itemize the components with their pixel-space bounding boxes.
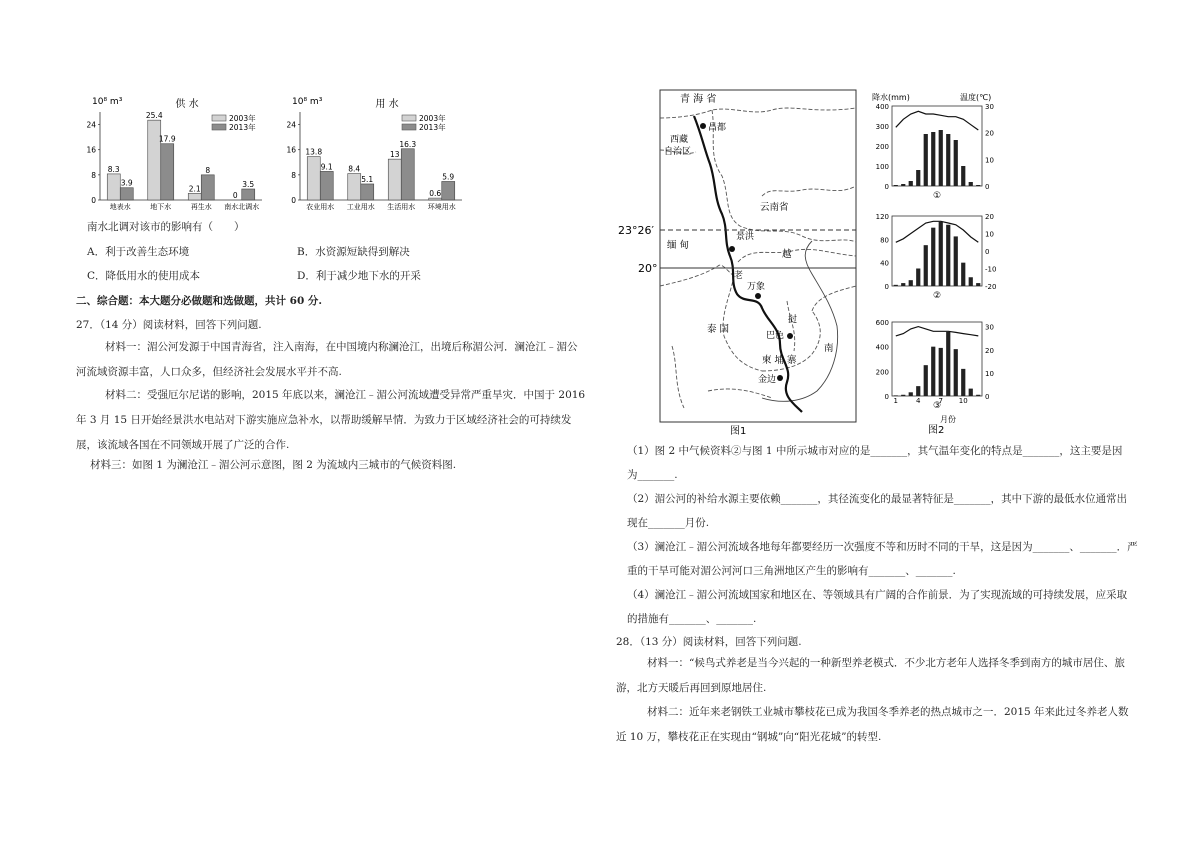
q27-part3-line2: 重的干旱可能对湄公河河口三角洲地区产生的影响有_______、_______. xyxy=(627,565,956,577)
precip-axis-title: 降水(mm) xyxy=(872,93,910,102)
category-label: 再生水 xyxy=(190,203,212,211)
precip-tick-label: 120 xyxy=(875,213,889,221)
precip-bar xyxy=(939,130,943,186)
y-tick-label: 8 xyxy=(291,170,296,180)
q27-part3-line1: （3）澜沧江﹣湄公河流域各地每年都要经历一次强度不等和历时不同的干旱，这是因为_______、_______．严 xyxy=(627,541,1138,553)
precip-bar xyxy=(954,236,958,286)
material-28-2: 材料二：近年来老钢铁工业城市攀枝花已成为我国冬季养老的热点城市之一．2015 年来此过冬养老人数近 10 万，攀枝花正在实现由“钢城”向“阳光花城”的转型. xyxy=(616,706,1129,743)
month-tick-label: 1 xyxy=(893,397,898,405)
bar-2013年 xyxy=(442,181,455,200)
precip-bar xyxy=(946,225,950,286)
q27-part4-line1: （4）澜沧江﹣湄公河流域国家和地区在、等领域具有广阔的合作前景．为了实现流域的可持续发展，应采取 xyxy=(627,589,1128,601)
month-axis-title: 月份 xyxy=(940,415,956,424)
precip-bar xyxy=(969,277,973,286)
bar-value-label: 3.9 xyxy=(120,178,133,188)
precip-bar xyxy=(909,392,913,396)
precip-bar xyxy=(976,185,980,186)
label-yue: 越 xyxy=(782,249,792,260)
precip-bar xyxy=(931,132,935,186)
label-pakse: 巴色 xyxy=(766,331,785,341)
precip-bar xyxy=(961,369,965,396)
label-nan: 南 xyxy=(824,343,834,354)
material-3: 材料三：如图 1 为澜沧江﹣湄公河示意图，图 2 为流域内三城市的气候资料图. xyxy=(90,459,457,471)
y-tick-label: 8 xyxy=(91,170,96,180)
q27-part1-line2: 为_______. xyxy=(627,469,678,481)
temp-tick-label: 20 xyxy=(985,346,994,355)
bar-2013年 xyxy=(242,189,255,200)
bar-value-label: 5.1 xyxy=(361,174,374,184)
climate-number: ③ xyxy=(932,401,942,411)
option-b: B．水资源短缺得到解决 xyxy=(297,246,410,258)
precip-bar xyxy=(939,348,943,396)
temp-tick-label: 20 xyxy=(985,129,994,138)
category-label: 农业用水 xyxy=(306,203,335,211)
use-chart xyxy=(284,92,474,214)
bar-value-label: 8.3 xyxy=(107,164,120,174)
temp-axis-title: 温度(℃) xyxy=(960,93,992,102)
precip-bar xyxy=(894,185,898,186)
bar-2013年 xyxy=(120,188,133,200)
category-label: 工业用水 xyxy=(346,203,375,211)
changdu-dot xyxy=(700,123,706,129)
bar-value-label: 25.4 xyxy=(145,111,163,121)
precip-bar xyxy=(946,134,950,186)
bar-2003年 xyxy=(188,193,201,200)
precip-tick-label: 200 xyxy=(875,368,889,377)
bar-2013年 xyxy=(401,149,414,200)
precip-bar xyxy=(931,228,935,286)
precip-bar xyxy=(924,245,928,286)
precip-tick-label: 600 xyxy=(875,319,889,327)
label-tibet-2: 自治区 xyxy=(664,147,692,157)
precip-bar xyxy=(969,389,973,396)
question-stem: 南水北调对该市的影响有（ ） xyxy=(87,221,245,233)
temp-line xyxy=(896,221,979,242)
temp-tick-label: 0 xyxy=(985,248,990,256)
bar-value-label: 5.9 xyxy=(442,172,455,182)
label-cambodia: 柬 埔 寨 xyxy=(762,355,797,366)
label-yunnan: 云南省 xyxy=(760,202,789,213)
climate-number: ① xyxy=(932,191,942,201)
precip-tick-label: 40 xyxy=(880,259,889,268)
precip-bar xyxy=(894,285,898,286)
precip-bar xyxy=(909,280,913,286)
bar-value-label: 3.5 xyxy=(242,180,255,189)
label-changdu: 昌都 xyxy=(708,123,727,133)
q27-part1-line1: （1）图 2 中气候资料②与图 1 中所示城市对应的是_______，其气温年变化的特点是_______，这主要是因 xyxy=(627,445,1123,457)
mekong-map xyxy=(612,86,872,436)
precip-bar xyxy=(939,222,943,286)
label-qinghai: 青 海 省 xyxy=(680,94,717,105)
phnompenh-dot xyxy=(777,375,783,381)
precip-tick-label: 400 xyxy=(875,343,889,352)
label-myanmar: 缅 甸 xyxy=(667,240,690,251)
precip-tick-label: 400 xyxy=(875,103,889,111)
label-lat-20: 20° xyxy=(638,262,658,275)
q27-part4-line2: 的措施有_______、_______. xyxy=(627,613,757,625)
legend-2013-swatch xyxy=(212,124,226,130)
month-tick-label: 7 xyxy=(938,397,943,405)
bar-2013年 xyxy=(161,144,174,200)
y-tick-label: 24 xyxy=(286,120,296,130)
climate-frame-2 xyxy=(892,216,982,286)
material-28-1: 材料一：“候鸟式养老是当今兴起的一种新型养老模式．不少北方老年人选择冬季到南方的城市居住、旅游，北方天暖后再回到原地居住. xyxy=(616,657,1125,694)
supply-chart xyxy=(84,92,274,214)
bar-2003年 xyxy=(107,174,120,200)
legend-2003-swatch xyxy=(212,115,226,121)
bar-2013年 xyxy=(201,175,214,200)
bar-value-label: 13.8 xyxy=(305,147,323,157)
pakse-dot xyxy=(787,333,793,339)
label-lao: 老 xyxy=(734,271,744,281)
bar-2003年 xyxy=(429,198,442,200)
bar-value-label: 9.1 xyxy=(320,162,333,172)
fig2-label: 图2 xyxy=(928,425,945,436)
climate-number: ② xyxy=(932,291,942,301)
jinghong-dot xyxy=(729,246,735,252)
bar-2003年 xyxy=(388,159,401,200)
precip-bar xyxy=(916,269,920,287)
temp-tick-label: 10 xyxy=(985,230,994,239)
legend-2013-label: 2013年 xyxy=(229,123,256,132)
label-tibet: 西藏 xyxy=(670,135,689,145)
precip-tick-label: 100 xyxy=(875,163,889,171)
precip-bar xyxy=(969,182,973,186)
month-tick-label: 10 xyxy=(958,397,968,405)
option-a: A．利于改善生态环境 xyxy=(87,246,190,258)
supply-unit: 10⁸ m³ xyxy=(92,97,123,107)
precip-tick-label: 200 xyxy=(875,143,889,151)
category-label: 地表水 xyxy=(109,203,131,211)
q27-part2-line2: 现在_______月份. xyxy=(627,517,710,529)
bar-value-label: 16.3 xyxy=(399,139,417,149)
label-zhua: 挝 xyxy=(788,315,798,325)
option-d: D．利于减少地下水的开采 xyxy=(297,270,421,282)
precip-bar xyxy=(916,386,920,396)
section-heading: 二、综合题：本大题分必做题和选做题，共计 60 分. xyxy=(76,295,323,307)
question-27: 27．（14 分）阅读材料，回答下列问题. xyxy=(76,319,262,331)
temp-tick-label: 30 xyxy=(985,103,994,111)
legend-2003-label: 2003年 xyxy=(229,114,256,123)
temp-tick-label: -10 xyxy=(985,265,997,274)
precip-bar xyxy=(901,395,905,396)
precip-bar xyxy=(909,181,913,186)
precip-bar xyxy=(976,395,980,396)
temp-tick-label: 20 xyxy=(985,213,994,221)
temp-line xyxy=(896,111,979,130)
month-tick-label: 4 xyxy=(916,397,921,405)
precip-bar xyxy=(961,166,965,186)
precip-bar xyxy=(954,349,958,396)
y-tick-label: 0 xyxy=(91,196,96,205)
temp-tick-label: 10 xyxy=(985,156,994,165)
precip-tick-label: 0 xyxy=(884,283,889,291)
precip-tick-label: 0 xyxy=(884,393,889,401)
legend-2013-swatch xyxy=(402,124,416,130)
bar-2003年 xyxy=(148,120,161,200)
precip-bar xyxy=(924,134,928,186)
bar-value-label: 0.6 xyxy=(429,189,442,199)
legend-2003-label: 2003年 xyxy=(419,114,446,123)
precip-tick-label: 300 xyxy=(875,123,889,131)
precip-tick-label: 80 xyxy=(880,236,889,245)
label-lat-23: 23°26′ xyxy=(618,224,654,237)
bar-value-label: 13 xyxy=(389,150,400,160)
temp-tick-label: 0 xyxy=(985,183,990,191)
y-tick-label: 0 xyxy=(291,196,296,205)
map-frame xyxy=(660,90,856,422)
bar-2003年 xyxy=(307,157,320,200)
precip-bar xyxy=(894,395,898,396)
precip-tick-label: 0 xyxy=(884,183,889,191)
supply-title: 供 水 xyxy=(175,99,199,110)
category-label: 环境用水 xyxy=(427,203,456,211)
climate-charts xyxy=(870,90,1005,440)
y-tick-label: 24 xyxy=(86,120,96,130)
climate-frame-3 xyxy=(892,322,982,396)
temp-line xyxy=(896,327,979,336)
label-jinghong: 景洪 xyxy=(736,232,755,242)
precip-bar xyxy=(901,283,905,286)
category-label: 地下水 xyxy=(150,203,172,211)
temp-tick-label: -20 xyxy=(985,283,997,291)
option-c: C．降低用水的使用成本 xyxy=(87,270,201,282)
precip-bar xyxy=(961,263,965,286)
vientiane-dot xyxy=(755,293,761,299)
y-tick-label: 16 xyxy=(286,145,296,155)
material-2: 材料二：受强厄尔尼诺的影响，2015 年底以来，澜沧江﹣湄公河流域遭受异常严重旱灾．中国于 2016 年 3 月 15 日开始经景洪水电站对下游实施应急补水，以帮助缓解旱情．为致力于区域经济社会的可持续发展，该流域各国在不同领域开展了广泛的合作. xyxy=(76,389,586,451)
use-unit: 10⁸ m³ xyxy=(292,97,323,107)
bar-value-label: 2.1 xyxy=(188,184,201,194)
bar-value-label: 8 xyxy=(205,165,211,175)
label-thailand: 泰 国 xyxy=(707,324,730,335)
category-label: 生活用水 xyxy=(387,203,416,211)
legend-2003-swatch xyxy=(402,115,416,121)
bar-2013年 xyxy=(320,171,333,200)
bar-value-label: 0 xyxy=(232,191,238,200)
use-title: 用 水 xyxy=(375,99,399,110)
material-1: 材料一：湄公河发源于中国青海省，注入南海，在中国境内称澜沧江，出境后称湄公河．澜沧江﹣湄公河流域资源丰富，人口众多，但经济社会发展水平并不高. xyxy=(76,341,578,378)
temp-tick-label: 10 xyxy=(985,369,994,378)
precip-bar xyxy=(976,283,980,286)
temp-tick-label: 0 xyxy=(985,393,990,401)
category-label: 南水北调水 xyxy=(224,203,260,211)
label-phnompenh: 金边 xyxy=(758,375,777,385)
bar-value-label: 8.4 xyxy=(348,164,361,174)
bar-value-label: 17.9 xyxy=(158,134,176,144)
label-vientiane: 万象 xyxy=(747,282,766,292)
fig1-label: 图1 xyxy=(730,426,747,436)
precip-bar xyxy=(931,347,935,396)
temp-tick-label: 30 xyxy=(985,323,994,332)
q27-part2-line1: （2）湄公河的补给水源主要依赖_______，其径流变化的最显著特征是_______，其中下游的最低水位通常出 xyxy=(627,493,1128,505)
precip-bar xyxy=(954,140,958,186)
question-28: 28．（13 分）阅读材料，回答下列问题. xyxy=(616,636,802,648)
y-tick-label: 16 xyxy=(86,145,96,155)
legend-2013-label: 2013年 xyxy=(419,123,446,132)
bar-2003年 xyxy=(348,174,361,200)
precip-bar xyxy=(946,332,950,396)
precip-bar xyxy=(916,170,920,186)
precip-bar xyxy=(924,365,928,396)
precip-bar xyxy=(901,184,905,186)
bar-2013年 xyxy=(361,184,374,200)
